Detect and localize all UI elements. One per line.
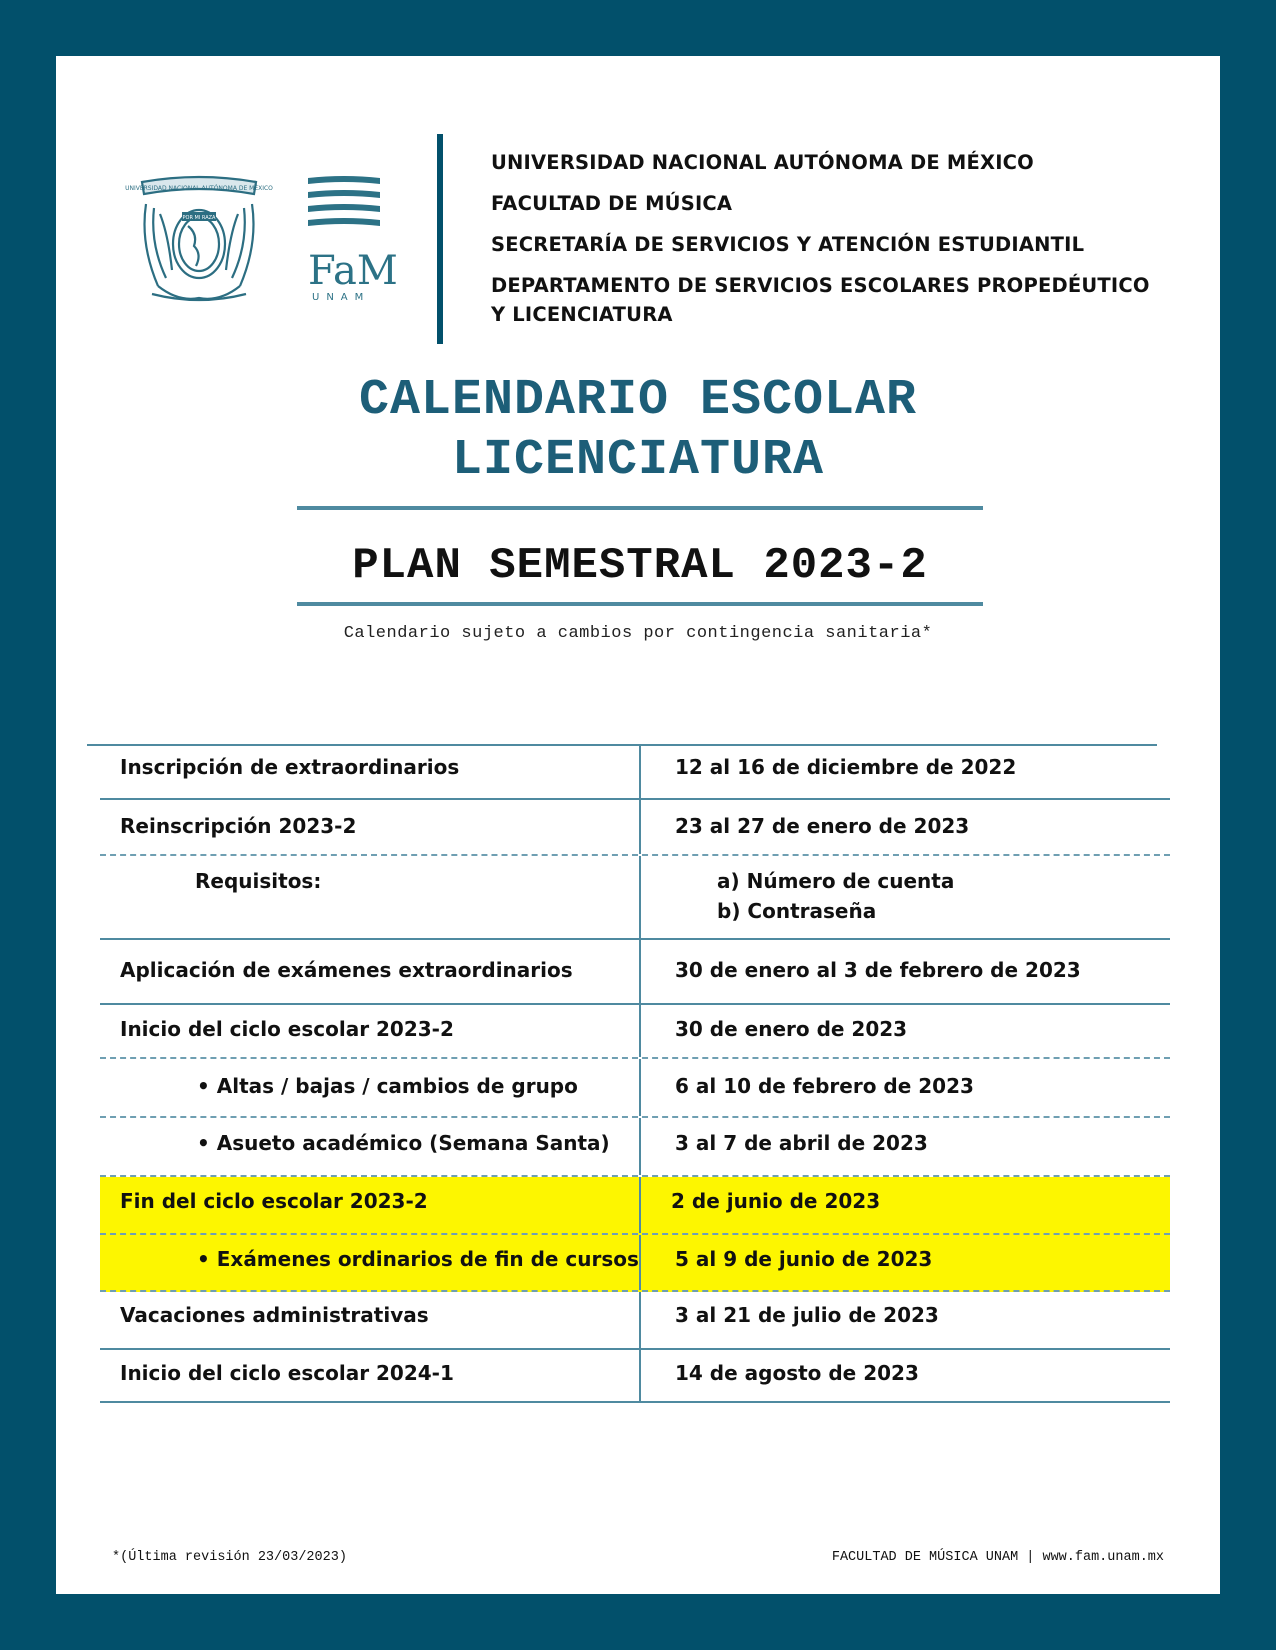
row-label: Inicio del ciclo escolar 2023-2 bbox=[120, 1017, 454, 1041]
row-date: 14 de agosto de 2023 bbox=[675, 1361, 919, 1385]
department-name-line2: Y LICENCIATURA bbox=[491, 303, 673, 326]
plan-title: PLAN SEMESTRAL 2023-2 bbox=[352, 541, 928, 591]
svg-text:POR MI RAZA: POR MI RAZA bbox=[182, 215, 216, 221]
row-date: 3 al 21 de julio de 2023 bbox=[675, 1303, 939, 1327]
footer-revision-note: *(Última revisión 23/03/2023) bbox=[112, 1550, 347, 1565]
svg-text:UNAM: UNAM bbox=[312, 292, 371, 303]
contingency-note: Calendario sujeto a cambios por contingencia sanitaria* bbox=[343, 624, 933, 643]
fam-logo bbox=[306, 174, 398, 304]
row-date: 30 de enero de 2023 bbox=[675, 1017, 908, 1041]
row-label: Reinscripción 2023-2 bbox=[120, 814, 357, 838]
row-date: 3 al 7 de abril de 2023 bbox=[675, 1131, 928, 1155]
document-page bbox=[56, 56, 1220, 1594]
row-label: Inicio del ciclo escolar 2024-1 bbox=[120, 1361, 454, 1385]
table-row bbox=[100, 940, 1170, 1005]
table-row-highlighted bbox=[100, 1177, 1170, 1235]
page-title-line2: LICENCIATURA bbox=[451, 432, 825, 489]
department-name-line1: DEPARTAMENTO DE SERVICIOS ESCOLARES PROPEDÉUTICO bbox=[491, 274, 1150, 297]
row-label: • Asueto académico (Semana Santa) bbox=[197, 1128, 610, 1158]
row-label: Vacaciones administrativas bbox=[120, 1303, 429, 1327]
row-label: Inscripción de extraordinarios bbox=[120, 755, 460, 779]
table-row bbox=[100, 1059, 1170, 1118]
institution-block bbox=[491, 148, 1171, 329]
row-label: • Exámenes ordinarios de fin de cursos bbox=[197, 1244, 639, 1274]
row-date: 5 al 9 de junio de 2023 bbox=[675, 1247, 933, 1271]
table-row bbox=[100, 800, 1170, 856]
row-date: 6 al 10 de febrero de 2023 bbox=[675, 1074, 974, 1098]
footer-site: FACULTAD DE MÚSICA UNAM | www.fam.unam.mx bbox=[831, 1550, 1164, 1565]
row-label: • Altas / bajas / cambios de grupo bbox=[197, 1071, 578, 1101]
row-date: 23 al 27 de enero de 2023 bbox=[675, 814, 970, 838]
unam-seal-logo bbox=[125, 174, 273, 308]
table-row bbox=[100, 1292, 1170, 1350]
table-row bbox=[100, 1005, 1170, 1059]
faculty-name: FACULTAD DE MÚSICA bbox=[491, 192, 733, 215]
table-row bbox=[100, 1118, 1170, 1177]
table-row bbox=[100, 1350, 1170, 1403]
institution-name: UNIVERSIDAD NACIONAL AUTÓNOMA DE MÉXICO bbox=[491, 151, 1034, 174]
row-date: 12 al 16 de diciembre de 2022 bbox=[675, 755, 1017, 779]
row-date: a) Número de cuenta bbox=[717, 869, 955, 893]
row-date: 30 de enero al 3 de febrero de 2023 bbox=[675, 958, 1081, 982]
title-rule-top bbox=[297, 506, 983, 510]
calendar-table bbox=[100, 744, 1170, 1403]
svg-text:FaM: FaM bbox=[308, 248, 398, 294]
svg-text:UNIVERSIDAD NACIONAL AUTÓNOMA: UNIVERSIDAD NACIONAL AUTÓNOMA DE MÉXICO bbox=[125, 185, 273, 192]
row-label: Fin del ciclo escolar 2023-2 bbox=[120, 1189, 428, 1213]
row-date: 2 de junio de 2023 bbox=[671, 1189, 881, 1213]
table-row bbox=[100, 744, 1170, 800]
row-date: b) Contraseña bbox=[717, 899, 877, 923]
title-rule-bottom bbox=[297, 602, 983, 606]
row-label: Requisitos: bbox=[195, 869, 322, 893]
header-divider bbox=[437, 134, 443, 344]
table-row-highlighted bbox=[100, 1235, 1170, 1292]
table-row bbox=[100, 856, 1170, 940]
secretariat-name: SECRETARÍA DE SERVICIOS Y ATENCIÓN ESTUDIANTIL bbox=[491, 233, 1085, 256]
row-label: Aplicación de exámenes extraordinarios bbox=[120, 958, 573, 982]
page-title-line1: CALENDARIO ESCOLAR bbox=[358, 372, 918, 429]
